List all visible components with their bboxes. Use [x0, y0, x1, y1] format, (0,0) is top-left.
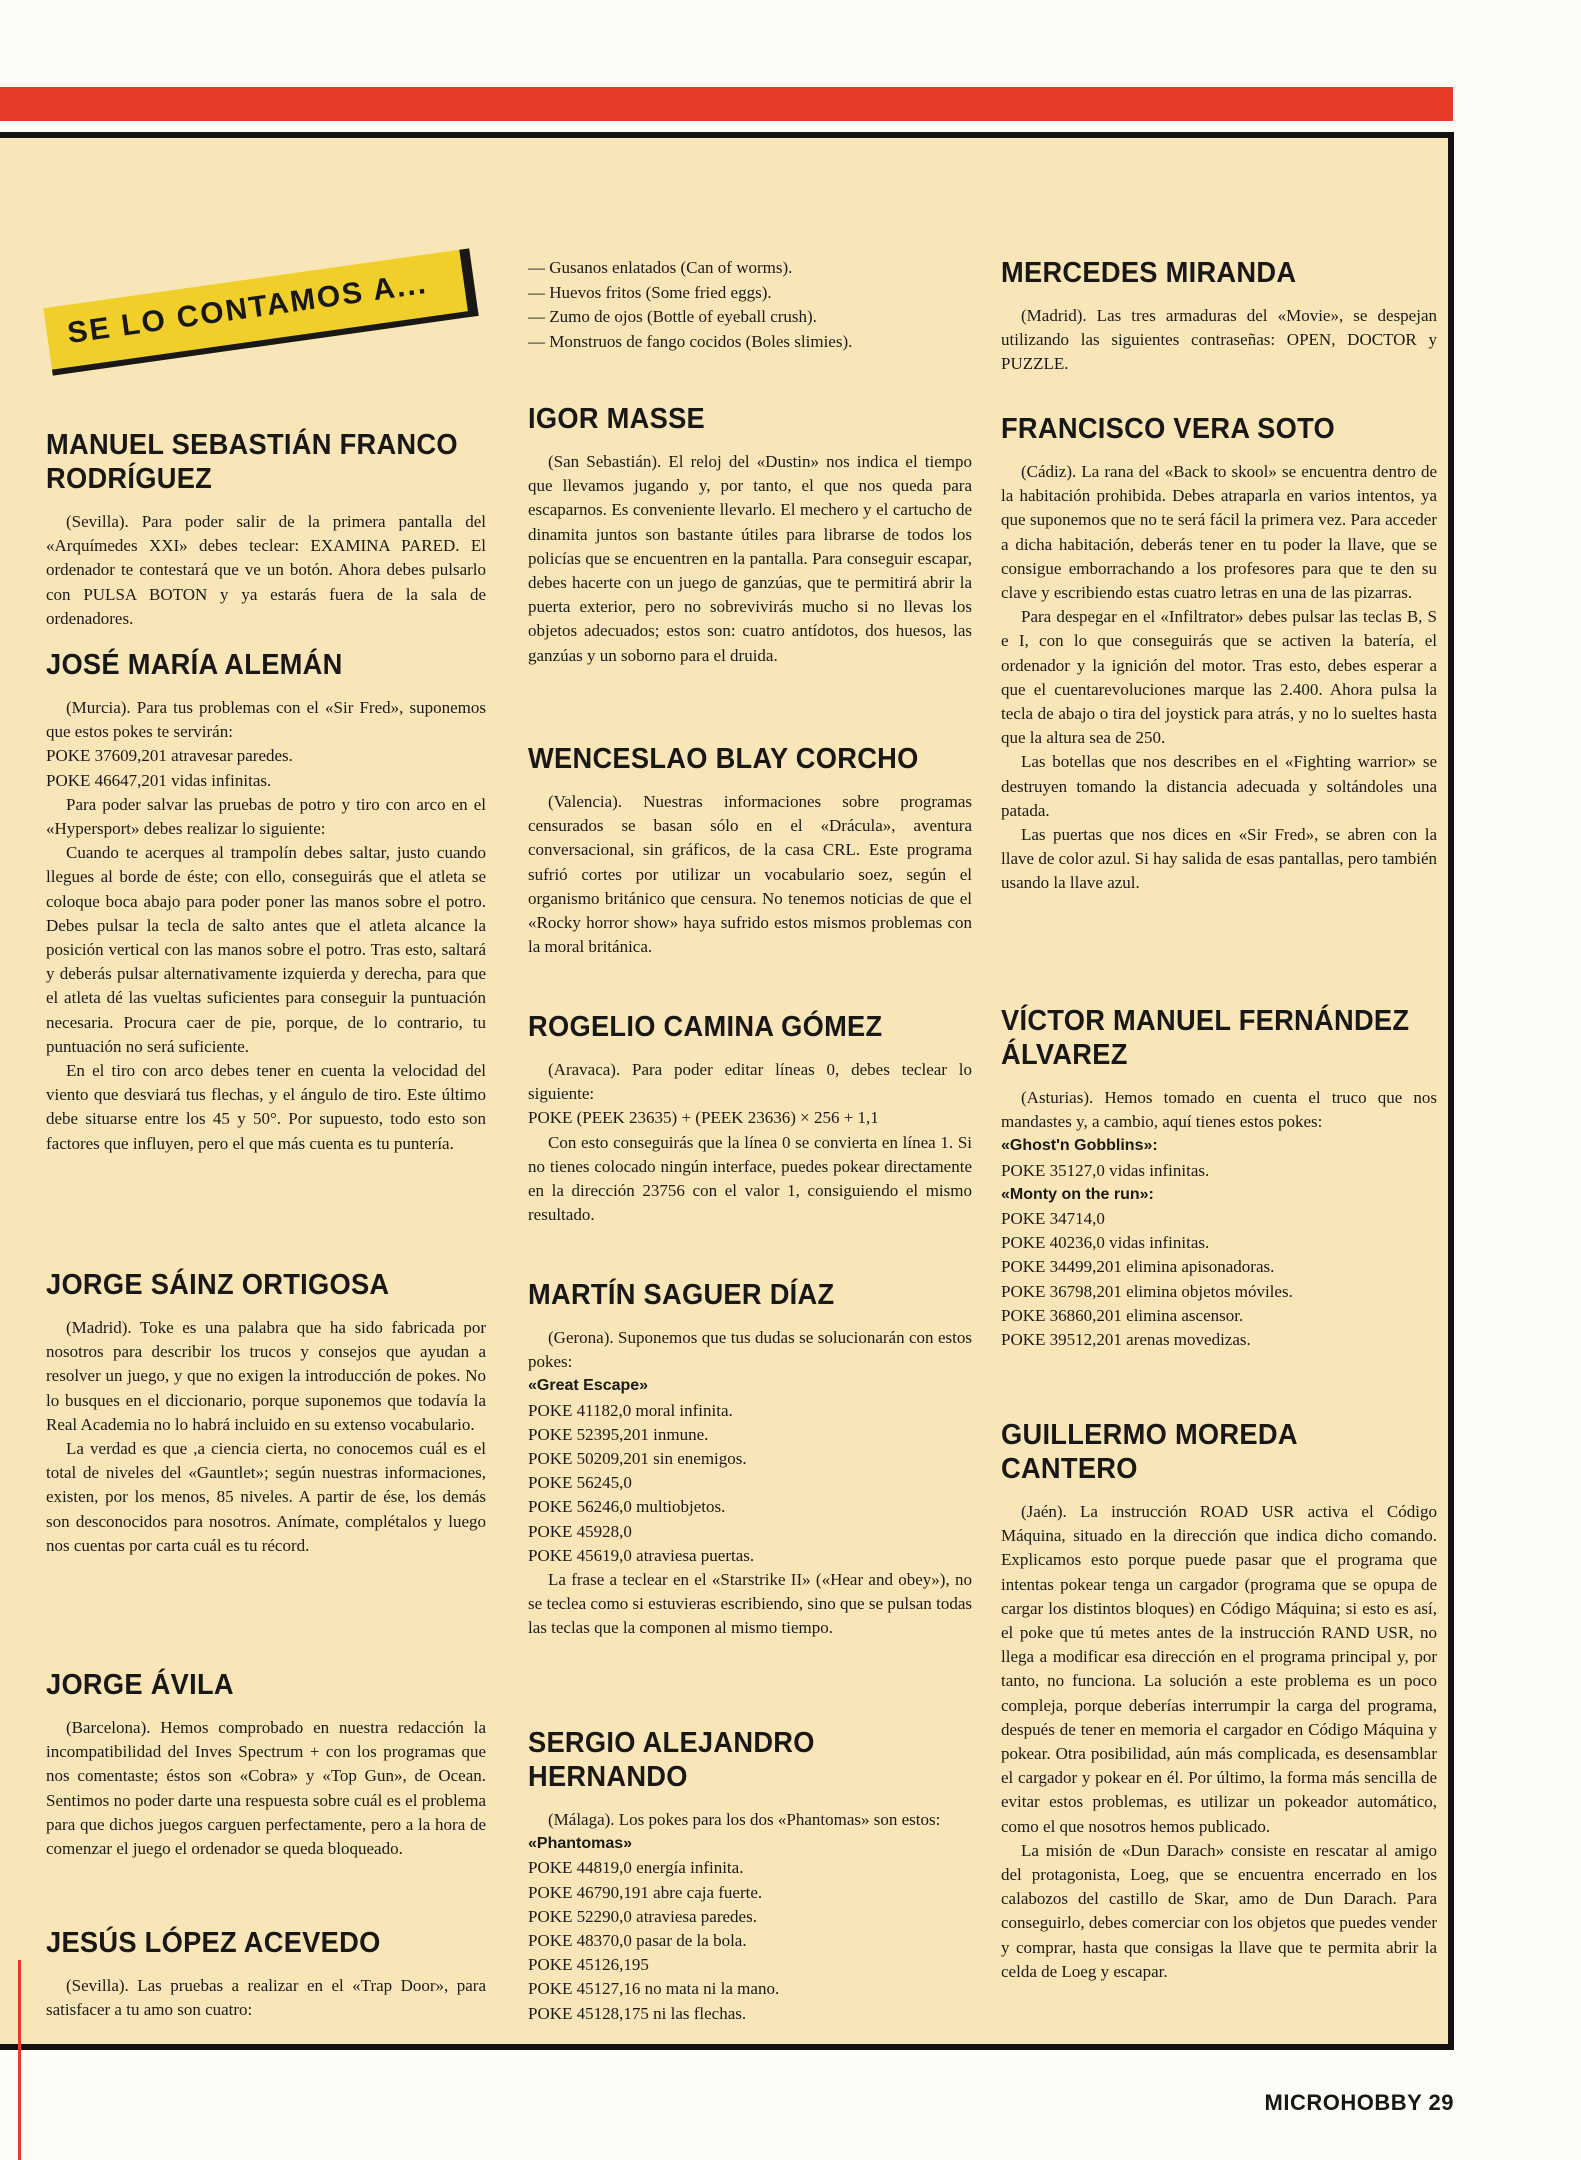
reply-text: Cuando te acerques al trampolín debes saltar, justo cuando llegues al borde de éste; con ello, conseguirás que el atleta se coloque boca abajo para poder poner las manos sobre el potro. Debes pulsar la tecla de salto antes que el atleta alcance la posición vertical con las manos sobre el potro. Tras esto, saltará y deberás pulsar alternativamente izquierda y derecha, para que el atleta dé las vueltas suficientes para conseguir la puntuación necesaria. Procura caer de pie, porque, de lo contrario, tu puntuación no será suficiente. [46, 843, 486, 1056]
poke-line: POKE 56245,0 [528, 1473, 632, 1493]
reply-text: (Málaga). Los pokes para los dos «Phantomas» son estos: [548, 1810, 941, 1829]
game-title: «Great Escape» [528, 1377, 649, 1395]
reply-text: La misión de «Dun Darach» consiste en rescatar al amigo del protagonista, Loeg, que se encuentra encerrado en los calabozos del castillo de Skar, amo de Dun Darach. Para conseguirlo, debes comerciar con los objetos que puedes vender y comprar, hasta que consigas la llave que te permita abrir la celda de Loeg y escapar. [1001, 1840, 1437, 1981]
poke-line: POKE 45128,175 ni las flechas. [528, 2003, 747, 2023]
top-red-bar [0, 87, 1453, 121]
reply-text: (Madrid). Las tres armaduras del «Movie», se despejan utilizando las siguientes contraseñas: OPEN, DOCTOR y PUZZLE. [1001, 306, 1437, 374]
letter-jorge-avila [46, 1668, 486, 1861]
poke-line: POKE 45126,195 [528, 1955, 649, 1975]
page-number: 29 [1428, 2090, 1454, 2115]
recipient-name: SERGIO ALEJANDRO HERNANDO [528, 1727, 815, 1793]
reply-text: La frase a teclear en el «Starstrike II» («Hear and obey»), no se teclea como si estuvieras escribiendo, sino que se pulsan todas las teclas que la componen al mismo tiempo. [528, 1570, 972, 1638]
recipient-name: JORGE SÁINZ ORTIGOSA [46, 1269, 390, 1301]
reply-text: (Asturias). Hemos tomado en cuenta el truco que nos mandastes y, a cambio, aquí tienes estos pokes: [1001, 1088, 1437, 1132]
reply-text: (Barcelona). Hemos comprobado en nuestra redacción la incompatibilidad del Inves Spectrum + con los programas que nos comentaste; éstos son «Cobra» y «Top Gun», de Ocean. Sentimos no poder darte una respuesta sobre cuál es el problema para que dichos juegos carguen perfectamente, pero a la hora de comenzar el juego el ordenador se queda bloqueado. [46, 1718, 486, 1859]
reply-text: (Cádiz). La rana del «Back to skool» se encuentra dentro de la habitación prohibida. Debes atraparla en varios intentos, ya que suponemos que no te será fácil la primera vez. Para acceder a dicha habitación, deberás tener en tu poder la llave, que se consigue emborrachando a los profesores para que te den su clave y escribiendo estas cuatro letras en una de las pizarras. [1001, 462, 1437, 603]
letter-jorge-sainz [46, 1268, 486, 1558]
game-title: «Phantomas» [528, 1835, 633, 1853]
letter-manuel-sebastian [46, 428, 486, 631]
recipient-name: MANUEL SEBASTIÁN FRANCO RODRÍGUEZ [46, 429, 458, 495]
poke-line: POKE 45619,0 atraviesa puertas. [528, 1545, 755, 1565]
reply-text: Las puertas que nos dices en «Sir Fred», se abren con la llave de color azul. Si hay salida de esas pantallas, pero también usando la llave azul. [1001, 825, 1437, 893]
list-item: — Zumo de ojos (Bottle of eyeball crush). [528, 307, 817, 326]
poke-line: POKE 48370,0 pasar de la bola. [528, 1931, 747, 1951]
recipient-name: IGOR MASSE [528, 403, 706, 435]
letter-jesus-lopez [46, 1926, 486, 2022]
section-banner [46, 268, 476, 352]
reply-text: Para poder salvar las pruebas de potro y tiro con arco en el «Hypersport» debes realizar lo siguiente: [46, 794, 486, 839]
poke-line: POKE 45127,16 no mata ni la mano. [528, 1979, 780, 1999]
recipient-name: JORGE ÁVILA [46, 1669, 234, 1701]
left-margin-red-line [18, 1960, 21, 2160]
recipient-name: MERCEDES MIRANDA [1001, 257, 1297, 289]
reply-text: (Madrid). Toke es una palabra que ha sido fabricada por nosotros para describir los trucos y consejos que ayudan a resolver un juego, y que no exigen la introducción de pokes. No lo busques en el diccionario, porque suponemos que todavía la Real Academia no lo habrá incluido en su extenso vocabulario. [46, 1318, 486, 1434]
letter-guillermo-moreda [1001, 1418, 1437, 1984]
poke-line: POKE 36860,201 elimina ascensor. [1001, 1305, 1244, 1325]
poke-line: POKE 50209,201 sin enemigos. [528, 1449, 747, 1469]
list-item: — Huevos fritos (Some fried eggs). [528, 282, 772, 302]
reply-text: (Sevilla). Las pruebas a realizar en el «Trap Door», para satisfacer a tu amo son cuatro: [46, 1976, 486, 2020]
banner-title: SE LO CONTAMOS A... [65, 266, 430, 351]
poke-line: POKE 34714,0 [1001, 1209, 1105, 1229]
reply-text: La verdad es que ,a ciencia cierta, no conocemos cuál es el total de niveles del «Gauntlet»; según nuestras informaciones, existen, por los menos, 85 niveles. A partir de ése, los demás son desconocidos para nosotros. Anímate, complétalos y luego nos cuentas por carta cuál es tu récord. [46, 1439, 486, 1555]
poke-line: POKE 36798,201 elimina objetos móviles. [1001, 1281, 1293, 1301]
poke-line: POKE 37609,201 atravesar paredes. [46, 746, 293, 766]
recipient-name: VÍCTOR MANUEL FERNÁNDEZ ÁLVAREZ [1001, 1005, 1410, 1071]
letter-francisco-vera [1001, 412, 1437, 896]
game-title: «Ghost'n Gobblins»: [1001, 1137, 1158, 1155]
poke-line: POKE 52290,0 atraviesa paredes. [528, 1906, 757, 1926]
recipient-name: MARTÍN SAGUER DÍAZ [528, 1279, 835, 1311]
letter-sergio-alejandro [528, 1726, 972, 2026]
recipient-name: GUILLERMO MOREDA CANTERO [1001, 1419, 1297, 1485]
poke-line: POKE 46647,201 vidas infinitas. [46, 770, 272, 790]
article-frame [0, 132, 1454, 2050]
reply-text: (Jaén). La instrucción ROAD USR activa el Código Máquina, situado en la dirección que indica dicho comando. Explicamos esto porque puede pasar que el programa que intentas pokear tenga un cargador (programa que se opupa de cargar los distintos bloques) en Código Máquina; si esto es así, el poke que tú metes antes de la instrucción RAND USR, no llega a modificar esa dirección en el programa principal y, por tanto, no funciona. La solución a este problema es un poco compleja, porque deberías interrumpir la carga del programa, después de tener en memoria el cargador en Código Máquina y pokear. Otra posibilidad, aún más complicada, es desensamblar el cargador y pokear en él. Por último, la forma más sencilla de evitar estos problemas, es utilizar un pokeador automático, como el que nosotros hemos publicado. [1001, 1502, 1437, 1836]
letter-martin-saguer [528, 1278, 972, 1641]
reply-text: (Murcia). Para tus problemas con el «Sir Fred», suponemos que estos pokes te servirán: [46, 698, 486, 742]
letter-mercedes [1001, 256, 1437, 377]
poke-line: POKE 46790,191 abre caja fuerte. [528, 1882, 763, 1902]
trap-door-list [528, 256, 972, 354]
recipient-name: WENCESLAO BLAY CORCHO [528, 743, 919, 775]
poke-line: POKE 34499,201 elimina apisonadoras. [1001, 1257, 1275, 1277]
poke-line: POKE 56246,0 multiobjetos. [528, 1497, 726, 1517]
game-title: «Monty on the run»: [1001, 1185, 1154, 1203]
magazine-name: MICROHOBBY [1264, 2090, 1422, 2115]
poke-line: POKE (PEEK 23635) + (PEEK 23636) × 256 + 1,1 [528, 1108, 879, 1128]
poke-line: POKE 35127,0 vidas infinitas. [1001, 1160, 1210, 1180]
recipient-name: ROGELIO CAMINA GÓMEZ [528, 1011, 883, 1043]
poke-line: POKE 44819,0 energía infinita. [528, 1858, 744, 1878]
poke-line: POKE 45928,0 [528, 1521, 632, 1541]
reply-text: Con esto conseguirás que la línea 0 se convierta en línea 1. Si no tienes colocado ningún interface, puedes pokear directamente en la dirección 23756 con el valor 1, consiguiendo el mismo resultado. [528, 1132, 972, 1225]
poke-line: POKE 39512,201 arenas movedizas. [1001, 1330, 1251, 1350]
reply-text: Para despegar en el «Infiltrator» debes pulsar las teclas B, S e I, con lo que conseguirás que se activen la batería, el ordenador y la ignición del motor. Tras esto, debes esperar a que el cuentarevoluciones marque las 2.400. Ahora pulsa la tecla de abajo o tira del joystick para atrás, y no lo sueltes hasta que la altura sea de 250. [1001, 607, 1437, 748]
reply-text: (Gerona). Suponemos que tus dudas se solucionarán con estos pokes: [528, 1328, 972, 1372]
page-footer [1265, 2090, 1455, 2116]
letter-rogelio [528, 1010, 972, 1227]
letter-igor-masse [528, 402, 972, 668]
poke-line: POKE 52395,201 inmune. [528, 1424, 709, 1444]
list-item: — Gusanos enlatados (Can of worms). [528, 258, 793, 277]
letter-wenceslao [528, 742, 972, 959]
reply-text: (Valencia). Nuestras informaciones sobre programas censurados se basan sólo en el «Drácula», aventura conversacional, sin gráficos, de la casa CRL. Este programa sufrió cortes por utilizar un vocabulario soez, según el organismo británico que censura. No tenemos noticias de que el «Rocky horror show» haya sufrido estos mismos problemas con la moral británica. [528, 792, 972, 957]
reply-text: (Sevilla). Para poder salir de la primera pantalla del «Arquímedes XXI» debes teclear: EXAMINA PARED. El ordenador te contestará que ve un botón. Ahora debes pulsarlo con PULSA BOTON y ya estarás fuera de la sala de ordenadores. [46, 512, 486, 628]
poke-line: POKE 40236,0 vidas infinitas. [1001, 1233, 1210, 1253]
reply-text: (San Sebastián). El reloj del «Dustin» nos indica el tiempo que llevamos jugando y, por tanto, el que nos queda para escaparnos. Es conveniente llevarlo. El mechero y el cartucho de dinamita juntos son bastante útiles para librarse de todos los policías que se encuentren en la pantalla. Para conseguir escapar, debes hacerte con un juego de ganzúas, que te permitirá abrir la puerta exterior, pero no sobrevivirás mucho si no llevas los objetos adecuados; estos son: cuatro antídotos, dos huesos, las ganzúas y un soborno para el druida. [528, 452, 972, 665]
reply-text: Las botellas que nos describes en el «Fighting warrior» se destruyen tomando la distancia adecuada y soltándoles una patada. [1001, 752, 1437, 820]
recipient-name: JESÚS LÓPEZ ACEVEDO [46, 1927, 381, 1959]
recipient-name: FRANCISCO VERA SOTO [1001, 413, 1336, 445]
recipient-name: JOSÉ MARÍA ALEMÁN [46, 649, 343, 681]
reply-text: En el tiro con arco debes tener en cuenta la velocidad del viento que desviará tus flechas, y el ángulo de tiro. Este último debe situarse entre los 45 y 50°. Por supuesto, todo esto son factores que influyen, pero el que más cuenta es tu puntería. [46, 1061, 486, 1153]
poke-line: POKE 41182,0 moral infinita. [528, 1400, 733, 1420]
list-item: — Monstruos de fango cocidos (Boles slimies). [528, 331, 853, 351]
letter-jose-maria [46, 648, 486, 1156]
letter-victor-manuel [1001, 1004, 1437, 1352]
reply-text: (Aravaca). Para poder editar líneas 0, debes teclear lo siguiente: [528, 1060, 972, 1104]
